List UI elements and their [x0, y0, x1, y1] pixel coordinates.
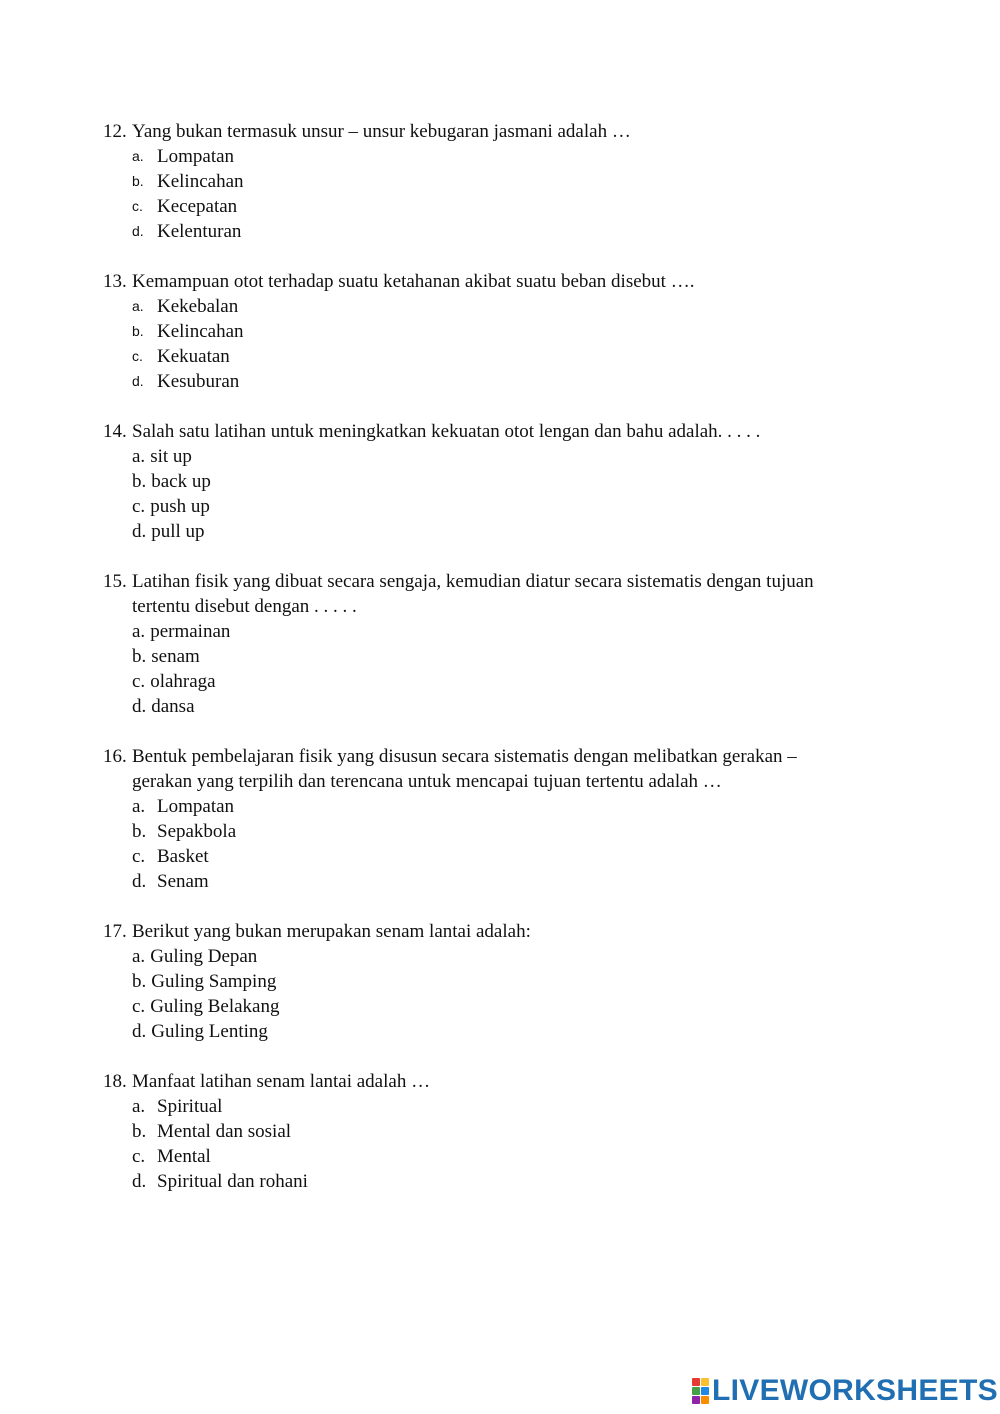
option-letter: a.	[132, 796, 146, 817]
option-text: Guling Depan	[150, 946, 258, 967]
question-16	[103, 744, 872, 894]
options-list	[103, 294, 872, 394]
option-letter: b.	[132, 471, 147, 492]
question-text: Latihan fisik yang dibuat secara sengaja, kemudian diatur secara sistematis dengan tujuan	[132, 571, 814, 592]
option-b[interactable]	[103, 1119, 872, 1144]
option-text: permainan	[150, 621, 231, 642]
question-text: Bentuk pembelajaran fisik yang disusun secara sistematis dengan melibatkan gerakan –	[132, 746, 797, 767]
question-text: Manfaat latihan senam lantai adalah …	[132, 1071, 431, 1092]
option-b[interactable]	[103, 169, 872, 194]
question-number: 18.	[103, 1071, 127, 1092]
option-text: Lompatan	[157, 796, 235, 817]
options-list	[103, 944, 872, 1044]
option-b[interactable]	[103, 319, 872, 344]
option-text: Kekuatan	[157, 346, 230, 367]
option-text: Spiritual	[157, 1096, 223, 1117]
option-d[interactable]	[103, 519, 872, 544]
logo-square	[701, 1387, 709, 1395]
option-letter: c.	[132, 496, 146, 517]
logo-square	[692, 1387, 700, 1395]
option-text: Spiritual dan rohani	[157, 1171, 308, 1192]
question-number: 12.	[103, 121, 127, 142]
option-letter: d.	[132, 223, 144, 239]
option-letter: b.	[132, 821, 147, 842]
option-d[interactable]	[103, 369, 872, 394]
option-d[interactable]	[103, 869, 872, 894]
option-text: Kekebalan	[157, 296, 239, 317]
question-number: 14.	[103, 421, 127, 442]
question-text: Kemampuan otot terhadap suatu ketahanan akibat suatu beban disebut ….	[132, 271, 695, 292]
option-text: Kesuburan	[157, 371, 240, 392]
option-a[interactable]	[103, 794, 872, 819]
options-list	[103, 794, 872, 894]
options-list	[103, 619, 872, 719]
option-text: Sepakbola	[157, 821, 237, 842]
option-text: Lompatan	[157, 146, 235, 167]
options-list	[103, 444, 872, 544]
question-18	[103, 1069, 872, 1194]
option-c[interactable]	[103, 194, 872, 219]
option-text: Senam	[157, 871, 209, 892]
question-text-continued: tertentu disebut dengan . . . . .	[132, 596, 357, 617]
liveworksheets-logo	[692, 1376, 998, 1406]
option-d[interactable]	[103, 1169, 872, 1194]
question-12	[103, 119, 872, 244]
option-letter: c.	[132, 1146, 146, 1167]
option-text: Guling Belakang	[150, 996, 280, 1017]
option-letter: b.	[132, 1121, 147, 1142]
option-letter: a.	[132, 621, 146, 642]
logo-square	[692, 1396, 700, 1404]
option-b[interactable]	[103, 644, 872, 669]
option-b[interactable]	[103, 819, 872, 844]
option-letter: c.	[132, 198, 143, 214]
question-text: Yang bukan termasuk unsur – unsur kebugaran jasmani adalah …	[132, 121, 631, 142]
option-letter: d.	[132, 373, 144, 389]
option-text: dansa	[151, 696, 195, 717]
option-a[interactable]	[103, 294, 872, 319]
question-number: 16.	[103, 746, 127, 767]
option-d[interactable]	[103, 219, 872, 244]
option-letter: c.	[132, 846, 146, 867]
question-text: Salah satu latihan untuk meningkatkan kekuatan otot lengan dan bahu adalah. . . . .	[132, 421, 761, 442]
question-17	[103, 919, 872, 1044]
option-text: back up	[151, 471, 211, 492]
option-b[interactable]	[103, 469, 872, 494]
option-text: Guling Samping	[151, 971, 277, 992]
option-c[interactable]	[103, 1144, 872, 1169]
question-15	[103, 569, 872, 719]
question-number: 17.	[103, 921, 127, 942]
question-number: 13.	[103, 271, 127, 292]
option-c[interactable]	[103, 669, 872, 694]
question-text: Berikut yang bukan merupakan senam lantai adalah:	[132, 921, 531, 942]
option-text: Kelincahan	[157, 321, 244, 342]
option-letter: a.	[132, 946, 146, 967]
option-c[interactable]	[103, 844, 872, 869]
option-text: Basket	[157, 846, 209, 867]
option-a[interactable]	[103, 944, 872, 969]
option-text: Mental	[157, 1146, 211, 1167]
option-text: Kelincahan	[157, 171, 244, 192]
option-letter: c.	[132, 348, 143, 364]
option-c[interactable]	[103, 494, 872, 519]
option-a[interactable]	[103, 144, 872, 169]
option-letter: b.	[132, 971, 147, 992]
question-text-continued: gerakan yang terpilih dan terencana untuk mencapai tujuan tertentu adalah …	[132, 771, 722, 792]
logo-text: LIVEWORKSHEETS	[712, 1374, 998, 1407]
logo-square	[701, 1396, 709, 1404]
option-letter: a.	[132, 1096, 146, 1117]
option-letter: a.	[132, 148, 144, 164]
option-letter: b.	[132, 646, 147, 667]
option-letter: a.	[132, 446, 146, 467]
logo-square	[701, 1378, 709, 1386]
option-letter: d.	[132, 521, 147, 542]
option-c[interactable]	[103, 344, 872, 369]
option-letter: b.	[132, 323, 144, 339]
logo-square	[692, 1378, 700, 1386]
option-letter: d.	[132, 1171, 147, 1192]
option-letter: c.	[132, 671, 146, 692]
option-a[interactable]	[103, 1094, 872, 1119]
option-text: Kelenturan	[157, 221, 242, 242]
options-list	[103, 144, 872, 244]
logo-grid-icon	[692, 1378, 709, 1404]
question-number: 15.	[103, 571, 127, 592]
option-letter: d.	[132, 871, 147, 892]
options-list	[103, 1094, 872, 1194]
option-d[interactable]	[103, 1019, 872, 1044]
question-14	[103, 419, 872, 544]
option-text: Guling Lenting	[151, 1021, 268, 1042]
option-text: push up	[150, 496, 210, 517]
question-13	[103, 269, 872, 394]
option-d[interactable]	[103, 694, 872, 719]
option-letter: d.	[132, 696, 147, 717]
option-text: senam	[151, 646, 200, 667]
option-letter: b.	[132, 173, 144, 189]
option-text: Kecepatan	[157, 196, 238, 217]
option-c[interactable]	[103, 994, 872, 1019]
option-a[interactable]	[103, 619, 872, 644]
option-letter: d.	[132, 1021, 147, 1042]
option-text: pull up	[151, 521, 205, 542]
option-letter: c.	[132, 996, 146, 1017]
option-text: olahraga	[150, 671, 216, 692]
option-text: Mental dan sosial	[157, 1121, 292, 1142]
option-text: sit up	[150, 446, 192, 467]
option-letter: a.	[132, 298, 144, 314]
option-b[interactable]	[103, 969, 872, 994]
option-a[interactable]	[103, 444, 872, 469]
